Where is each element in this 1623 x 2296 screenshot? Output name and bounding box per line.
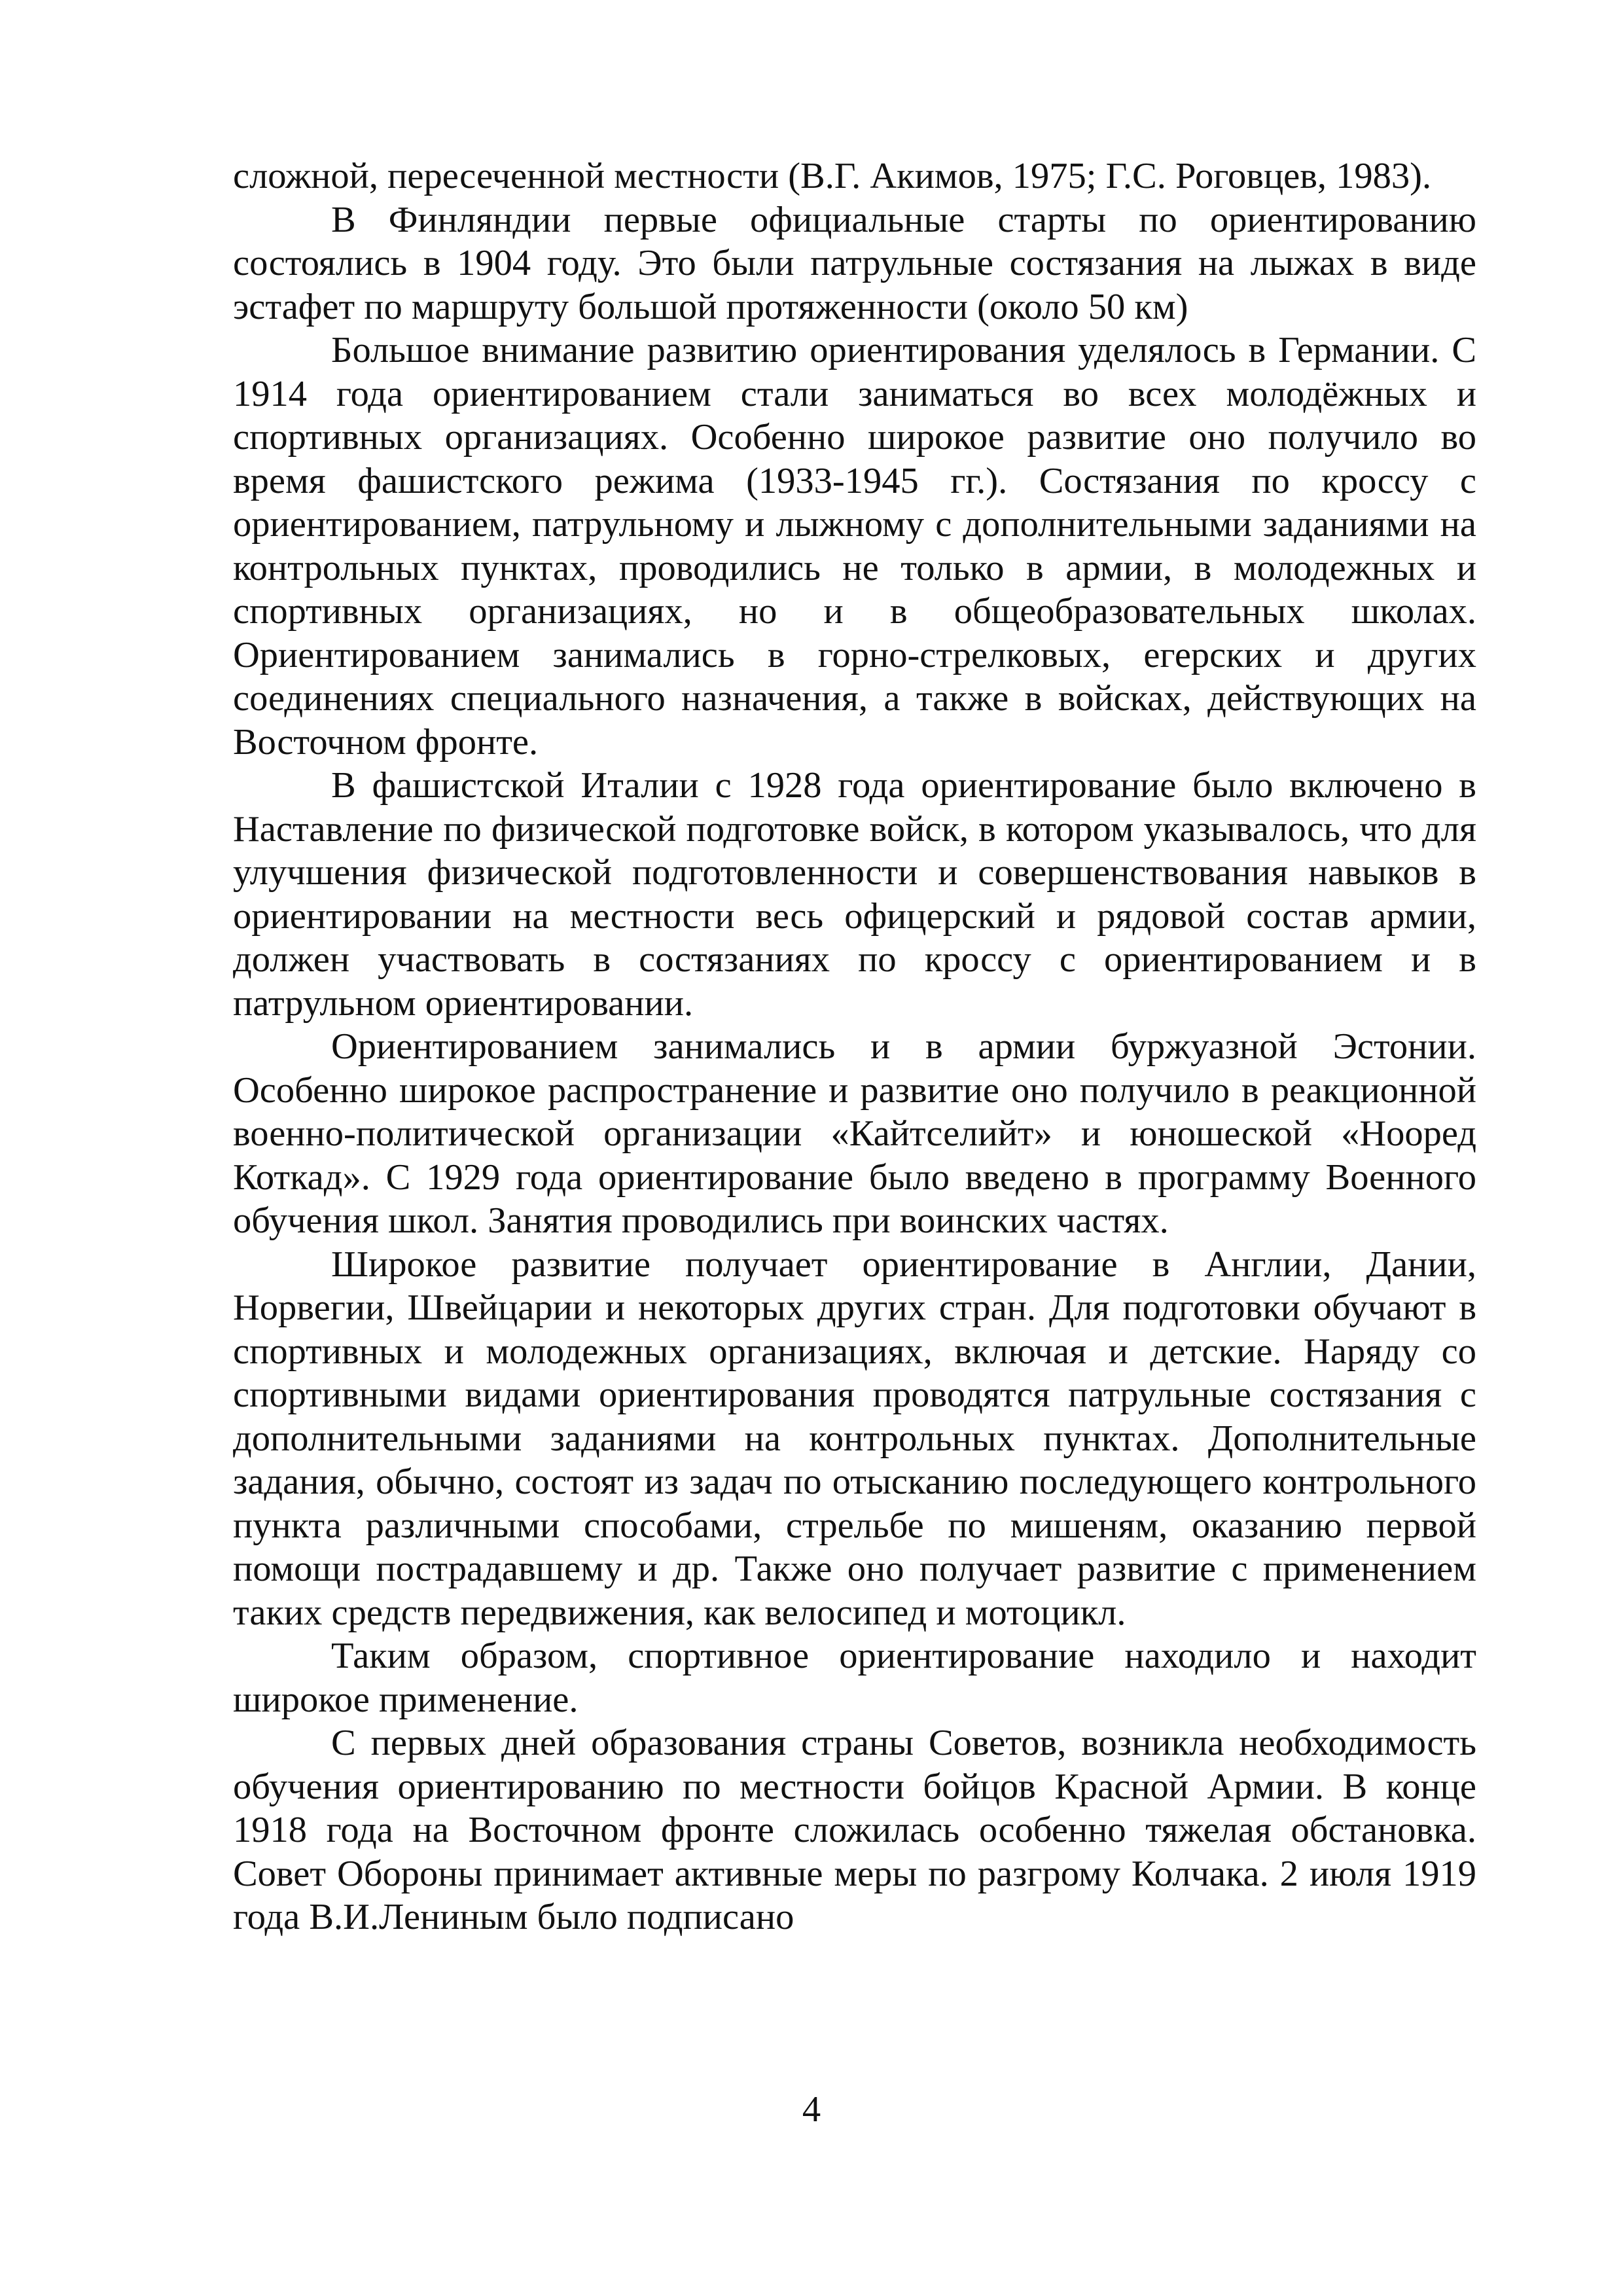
document-page — [233, 154, 1476, 1939]
page-number: 4 — [802, 2089, 821, 2130]
paragraph-3: Большое внимание развитию ориентирования уделялось в Германии. С 1914 года ориентированием стали заниматься во всех молодёжных и спортивных организациях. Особенно широкое развитие оно получило во время фашистского режима (1933-1945 гг.). Состязания по кроссу с ориентированием, патрульному и лыжному с дополнительными заданиями на контрольных пунктах, проводились не только в армии, в молодежных и спортивных организациях, но и в общеобразовательных школах. Ориентированием занимались в горно-стрелковых, егерских и других соединениях специального назначения, а также в войсках, действующих на Восточном фронте. — [233, 330, 1476, 762]
paragraph-8: С первых дней образования страны Советов, возникла необходимость обучения ориентированию по местности бойцов Красной Армии. В конце 1918 года на Восточном фронте сложилась особенно тяжелая обстановка. Совет Обороны принимает активные меры по разгрому Колчака. 2 июля 1919 года В.И.Лениным было подписано — [233, 1723, 1476, 1937]
paragraph-4: В фашистской Италии с 1928 года ориентирование было включено в Наставление по физической подготовке войск, в котором указывалось, что для улучшения физической подготовленности и совершенствования навыков в ориентировании на местности весь офицерский и рядовой состав армии, должен участвовать в состязаниях по кроссу с ориентированием и в патрульном ориентировании. — [233, 765, 1476, 1024]
paragraph-2: В Финляндии первые официальные старты по ориентированию состоялись в 1904 году. Это были патрульные состязания на лыжах в виде эстафет по маршруту большой протяженности (около 50 км) — [233, 199, 1476, 327]
paragraph-6: Широкое развитие получает ориентирование в Англии, Дании, Норвегии, Швейцарии и некоторых других стран. Для подготовки обучают в спортивных и молодежных организациях, включая и детские. Наряду со спортивными видами ориентирования проводятся патрульные состязания с дополнительными заданиями на контрольных пунктах. Дополнительные задания, обычно, состоят из задач по отысканию последующего контрольного пункта различными способами, стрельбе по мишеням, оказанию первой помощи пострадавшему и др. Также оно получает развитие с применением таких средств передвижения, как велосипед и мотоцикл. — [233, 1244, 1476, 1633]
paragraph-5: Ориентированием занимались и в армии буржуазной Эстонии. Особенно широкое распространение и развитие оно получило в реакционной военно-политической организации «Кайтселийт» и юношеской «Нооред Коткад». С 1929 года ориентирование было введено в программу Военного обучения школ. Занятия проводились при воинских частях. — [233, 1026, 1476, 1241]
paragraph-7: Таким образом, спортивное ориентирование находило и находит широкое применение. — [233, 1636, 1476, 1720]
paragraph-1: сложной, пересеченной местности (В.Г. Акимов, 1975; Г.С. Роговцев, 1983). — [233, 156, 1432, 196]
